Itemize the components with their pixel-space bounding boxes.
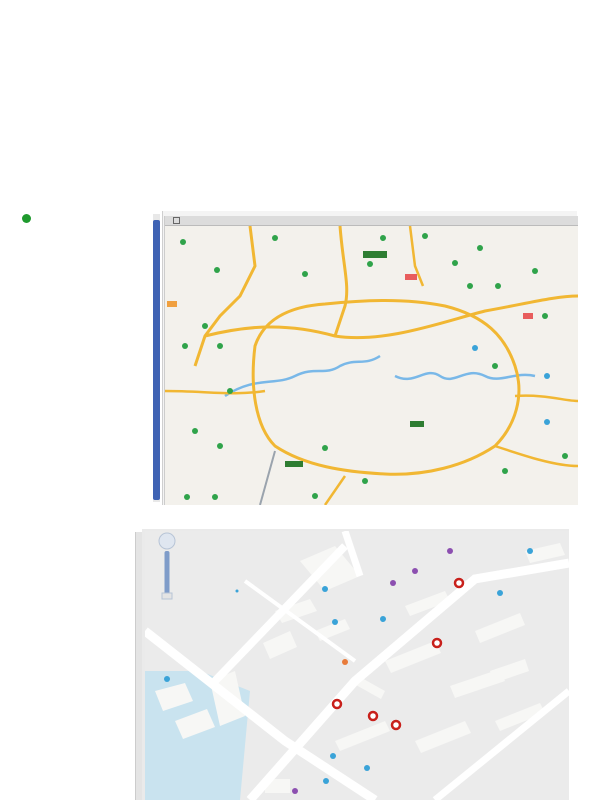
figure-site-detail-screenshot	[24, 529, 569, 800]
tree-scrollbar[interactable]	[153, 214, 160, 502]
map-pin-icon	[22, 214, 31, 223]
device-tree	[24, 529, 142, 800]
figure-monitoring-overview-screenshot	[20, 211, 577, 505]
site-map[interactable]	[145, 531, 569, 800]
device-tree-items	[24, 529, 142, 530]
layer-toggle-icon[interactable]	[173, 217, 180, 224]
tree-scrollbar[interactable]	[135, 532, 142, 800]
tree-root[interactable]	[20, 214, 162, 223]
map-canvas[interactable]	[165, 226, 578, 505]
site-map-canvas[interactable]	[145, 531, 569, 800]
monitoring-site-tree	[20, 211, 163, 505]
city-map[interactable]	[164, 216, 578, 505]
map-toolbar	[165, 216, 578, 226]
scrollbar-thumb[interactable]	[153, 220, 160, 500]
